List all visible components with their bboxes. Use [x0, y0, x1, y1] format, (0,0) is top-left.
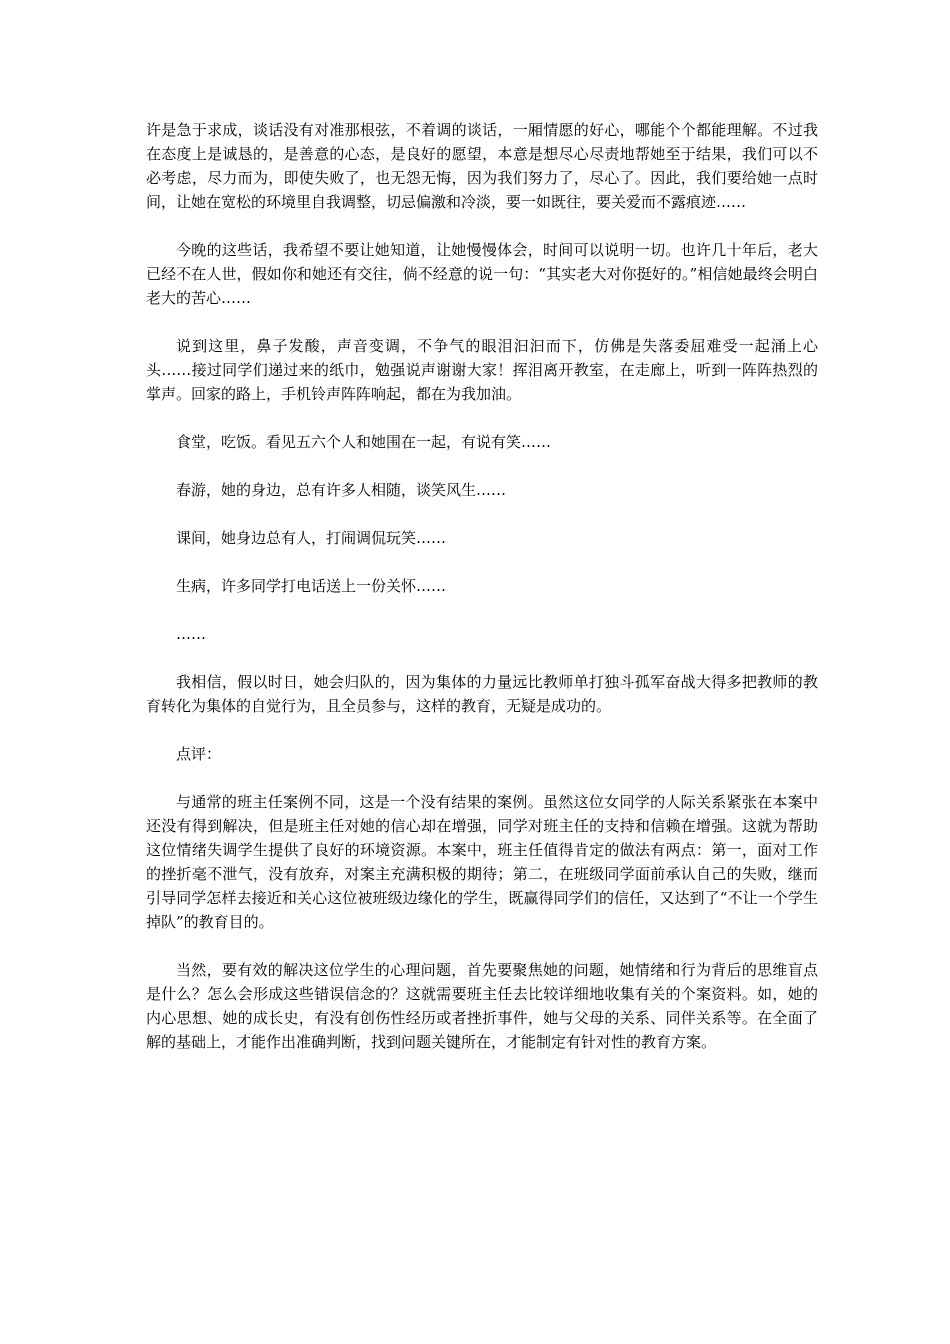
- paragraph: 生病，许多同学打电话送上一份关怀……: [176, 577, 447, 595]
- paragraph-ellipsis: ……: [176, 625, 206, 643]
- paragraph: 春游，她的身边，总有许多人相随，谈笑风生……: [176, 481, 507, 499]
- commentary-paragraph: 当然，要有效的解决这位学生的心理问题，首先要聚焦她的问题，她情绪和行为背后的思维盲点是什么？怎么会形成这些错误信念的？这就需要班主任去比较详细地收集有关的个案资料。如，她的内心思想、她的成长史，有没有创伤性经历或者挫折事件，她与父母的关系、同伴关系等。在全面了解的基础上，才能作出准确判断，找到问题关键所在，才能制定有针对性的教育方案。: [146, 961, 818, 1051]
- paragraph: 今晚的这些话，我希望不要让她知道，让她慢慢体会，时间可以说明一切。也许几十年后，老大已经不在人世，假如你和她还有交往，倘不经意的说一句：“其实老大对你挺好的。”相信她最终会明白老大的苦心……: [146, 241, 818, 307]
- commentary-paragraph: 与通常的班主任案例不同，这是一个没有结果的案例。虽然这位女同学的人际关系紧张在本案中还没有得到解决，但是班主任对她的信心却在增强，同学对班主任的支持和信赖在增强。这就为帮助这位情绪失调学生提供了良好的环境资源。本案中，班主任值得肯定的做法有两点：第一，面对工作的挫折毫不泄气，没有放弃，对案主充满积极的期待；第二，在班级同学面前承认自己的失败，继而引导同学怎样去接近和关心这位被班级边缘化的学生，既赢得同学们的信任，又达到了“不让一个学生掉队”的教育目的。: [146, 793, 818, 931]
- paragraph: 食堂，吃饭。看见五六个人和她围在一起，有说有笑……: [176, 433, 552, 451]
- paragraph: 说到这里，鼻子发酸，声音变调，不争气的眼泪汩汩而下，仿佛是失落委屈难受一起涌上心头……接过同学们递过来的纸巾，勉强说声谢谢大家！挥泪离开教室，在走廊上，听到一阵阵热烈的掌声。回家的路上，手机铃声阵阵响起，都在为我加油。: [146, 337, 818, 403]
- document-body: [146, 118, 818, 1078]
- commentary-heading: 点评：: [176, 745, 222, 763]
- paragraph: 我相信，假以时日，她会归队的，因为集体的力量远比教师单打独斗孤军奋战大得多把教师的教育转化为集体的自觉行为，且全员参与，这样的教育，无疑是成功的。: [146, 673, 818, 715]
- paragraph: 课间，她身边总有人，打闹调侃玩笑……: [176, 529, 447, 547]
- paragraph-continuation: 许是急于求成，谈话没有对准那根弦，不着调的谈话，一厢情愿的好心，哪能个个都能理解。不过我在态度上是诚恳的，是善意的心态，是良好的愿望，本意是想尽心尽责地帮她至于结果，我们可以不必考虑，尽力而为，即使失败了，也无怨无悔，因为我们努力了，尽心了。因此，我们要给她一点时间，让她在宽松的环境里自我调整，切忌偏激和冷淡，要一如既往，要关爱而不露痕迹……: [146, 121, 818, 211]
